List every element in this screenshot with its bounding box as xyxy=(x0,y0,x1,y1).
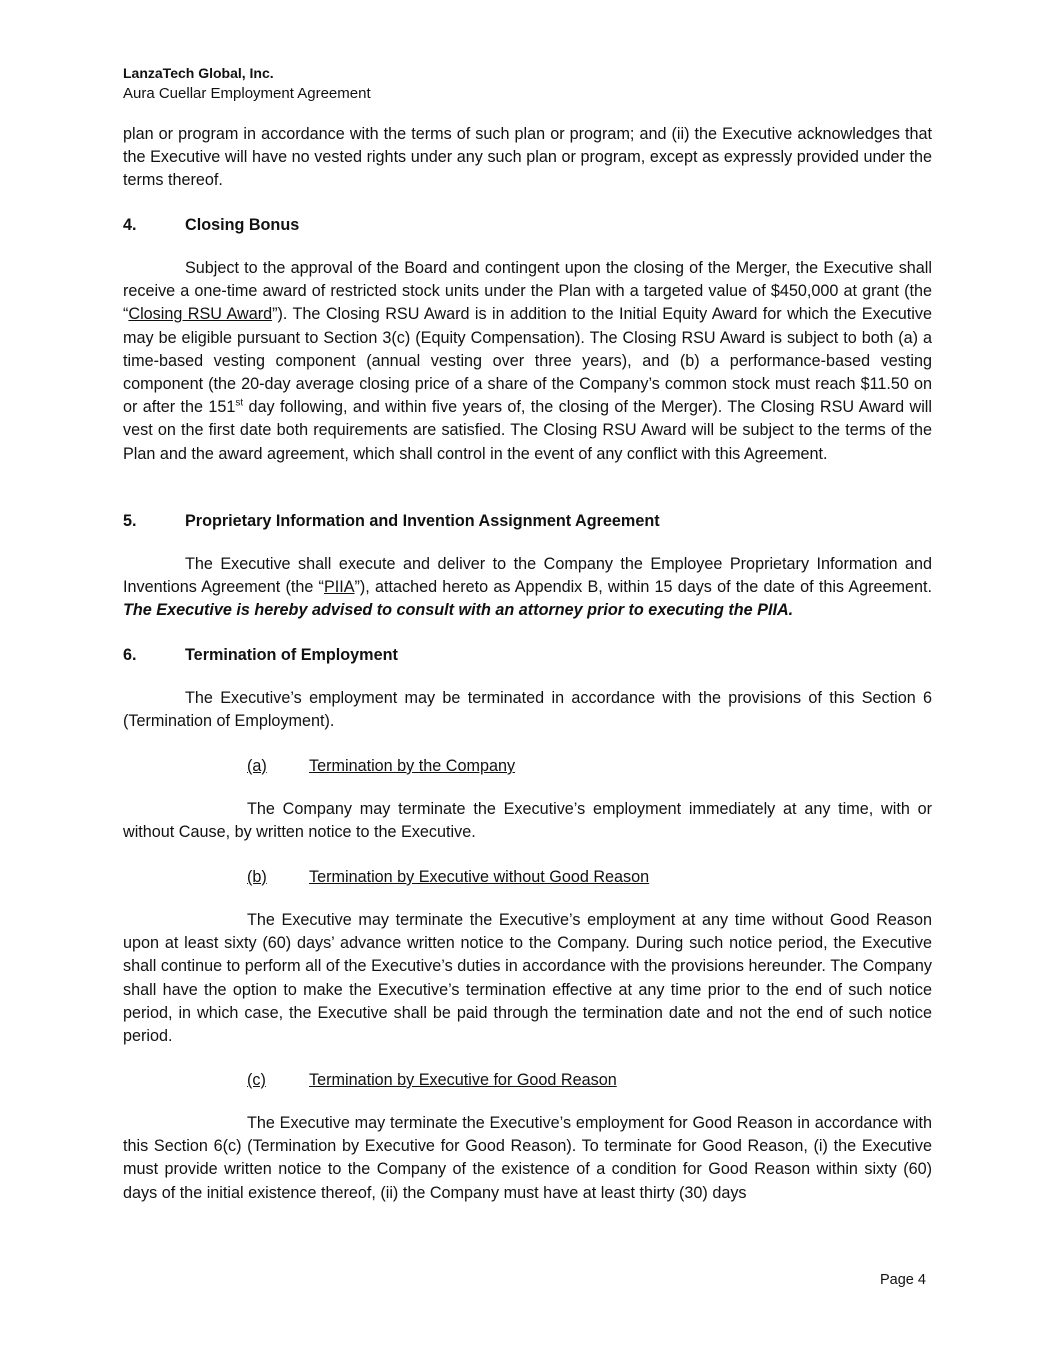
subsection-label: (b) xyxy=(247,868,267,886)
section-number: 5. xyxy=(123,512,137,530)
document-page xyxy=(123,0,932,1365)
subsection-c-paragraph: The Executive may terminate the Executive’s employment for Good Reason in accordance with this Section 6(c) (Termination by Executive for Good Reason). To terminate for Good Reason, (i) the Executive must provide written notice to the Company of the existence of a condition for Good Reason within sixty (60) days of the initial existence thereof, (ii) the Company must have at least thirty (30) days xyxy=(123,1114,932,1202)
subsection-label: (c) xyxy=(247,1071,266,1089)
section-title: Closing Bonus xyxy=(185,216,300,234)
section-number: 6. xyxy=(123,646,137,664)
header-company: LanzaTech Global, Inc. xyxy=(123,65,274,81)
subsection-title: Termination by Executive for Good Reason xyxy=(309,1071,617,1089)
section-5-paragraph: The Executive shall execute and deliver to the Company the Employee Proprietary Information and Inventions Agreement (the “PIIA”), attached hereto as Appendix B, within 15 days of the date of this Agreement. The Executive is hereby advised to consult with an attorney prior to executing the PIIA. xyxy=(123,555,933,620)
ordinal-suffix: st xyxy=(235,397,244,409)
header-title: Aura Cuellar Employment Agreement xyxy=(123,85,371,102)
subsection-title: Termination by the Company xyxy=(309,757,516,775)
section-number: 4. xyxy=(123,216,137,234)
section-4-paragraph: Subject to the approval of the Board and contingent upon the closing of the Merger, the Executive shall receive a one-time award of restricted stock units under the Plan with a targeted value of $450,000 at grant (the “Closing RSU Award”). The Closing RSU Award is in addition to the Initial Equity Award for which the Executive may be eligible pursuant to Section 3(c) (Equity Compensation). The Closing RSU Award is subject to both (a) a time-based vesting component (annual vesting over three years), and (b) a performance-based vesting component (the 20-day average closing price of a share of the Company’s common stock must reach $11.50 on or after the 151st day following, and within five years of, the closing of the Merger). The Closing RSU Award will vest on the first date both requirements are satisfied. The Closing RSU Award will be subject to the terms of the Plan and the award agreement, which shall control in the event of any conflict with this Agreement. xyxy=(123,259,932,463)
subsection-label: (a) xyxy=(247,757,267,775)
subsection-title: Termination by Executive without Good Reason xyxy=(309,868,650,886)
defined-term: Closing RSU Award xyxy=(128,305,273,324)
attorney-advice: The Executive is hereby advised to consult with an attorney prior to executing the PIIA. xyxy=(123,601,794,620)
subsection-a-paragraph: The Company may terminate the Executive’s employment immediately at any time, with or without Cause, by written notice to the Executive. xyxy=(123,800,932,842)
page-number: Page 4 xyxy=(880,1272,926,1288)
defined-term: PIIA xyxy=(323,578,355,597)
intro-paragraph: plan or program in accordance with the terms of such plan or program; and (ii) the Executive acknowledges that the Executive will have no vested rights under any such plan or program, except as expressly provided under the terms thereof. xyxy=(123,125,932,190)
section-6-intro: The Executive’s employment may be terminated in accordance with the provisions of this Section 6 (Termination of Employment). xyxy=(123,689,932,731)
subsection-b-paragraph: The Executive may terminate the Executive’s employment at any time without Good Reason upon at least sixty (60) days’ advance written notice to the Company. During such notice period, the Executive shall continue to perform all of the Executive’s duties in accordance with the provisions hereunder. The Company shall have the option to make the Executive’s termination effective at any time prior to the end of such notice period, in which case, the Executive shall be paid through the termination date and not the end of such notice period. xyxy=(123,911,932,1046)
section-title: Termination of Employment xyxy=(185,646,398,664)
section-title: Proprietary Information and Invention Assignment Agreement xyxy=(185,512,660,530)
